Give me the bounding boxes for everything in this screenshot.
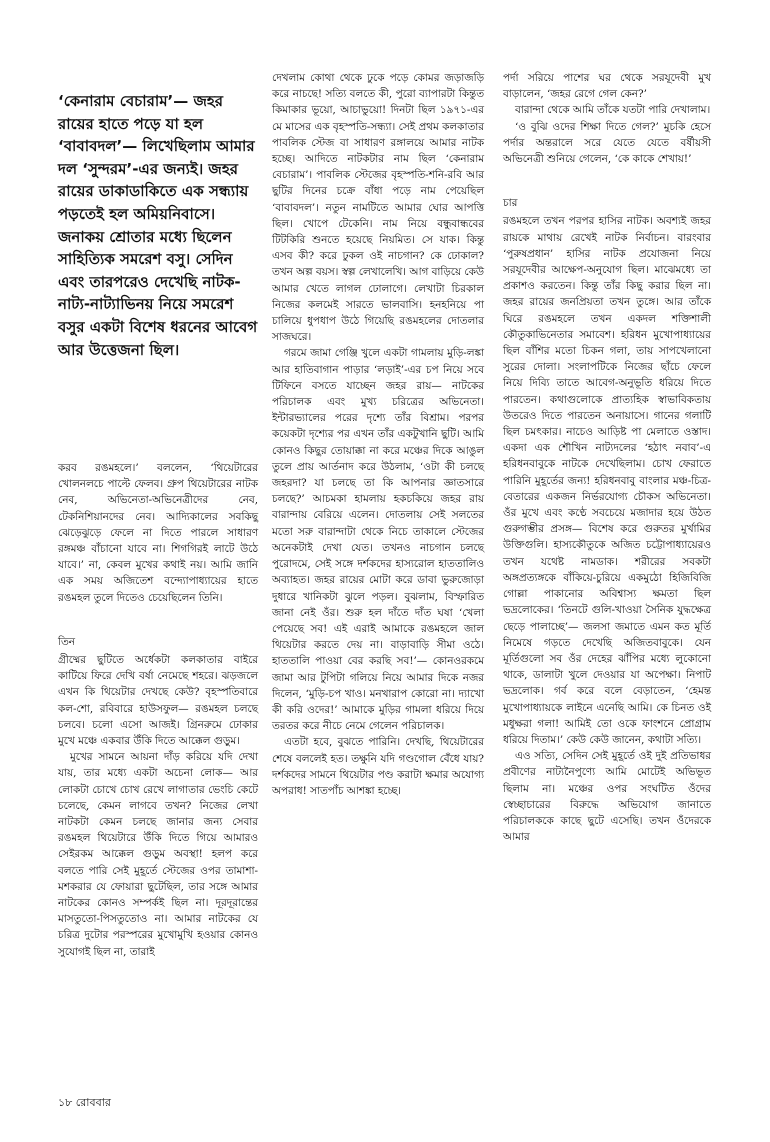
- pull-quote-text: ‘কেনারাম বেচারাম’— জহর রায়ের হাতে পড়ে যা হল ‘বাবাবদল’— লিখেছিলাম আমার দল ‘সুন্দরম’-এর জন্যই। জহর রায়ের ডাকাডাকিতে এক সন্ধ্যায় পড়তেই হল অমিয়নিবাসে। জনাকয় শ্রোতার মধ্যে ছিলেন সাহিত্যিক সমরেশ বসু। সেদিন এবং তারপরেও দেখেছি নাটক-নাট্য-নাট্যাভিনয় নিয়ে সমরেশ বসুর একটা বিশেষ ধরনের আবেগ আর উত্তেজনা ছিল।: [58, 92, 258, 359]
- column-2: [272, 70, 484, 799]
- column-3-paragraph-2: বারান্দা থেকে আমি তাঁকে যতটা পারি দেখালাম।: [515, 104, 711, 117]
- column-3-paragraph-4: রঙমহলে তখন পরপর হাসির নাটক। অবশ্যই জহর রায়কে মাথায় রেখেই নাটক নির্বাচন। বারংবার ‘পুরুষপ্রধান’ হাসির নাটক প্রযোজনা নিয়ে সরযূদেবীর আক্ষেপ-অনুযোগ ছিল। মাঝেমধ্যে তা প্রকাশও করতেন। কিন্তু তাঁর কিছু করার ছিল না। জহর রায়ের জনপ্রিয়তা তখন তুঙ্গে। আর তাঁকে ঘিরে রঙমহলে তখন একদল শক্তিশালী কৌতুকাভিনেতার সমাবেশ। হরিধন মুখোপাধ্যায়ের ছিল বাঁশির মতো চিকন গলা, তায় সাপখেলানো সুরের দোলা। সংলাপটিকে নিজের ছাঁচে ফেলে নিয়ে দিব্যি তাতে আবেগ-অনুভূতি ধরিয়ে দিতে পারতেন। কথাগুলোকে প্রাত্যহিক স্বাভাবিকতায় উতরেও দিতে পারতেন অনায়াসে। গানের গলাটি ছিল চমৎকার। নাচেও আড়িষ্ট পা মেলাতে ওস্তাদ। একদা এক শৌখিন নাট্যদলের ‘হঠাৎ নবাব’-এ হরিধনবাবুকে নাটকে দেখেছিলাম। চোখ ফেরাতে পারিনি মুহূর্তের জন্য! হরিধনবাবু বাংলার মঞ্চ-চিত্র-বেতারের একজন নির্ভরযোগ্য চৌকস অভিনেতা। ওঁর মুখে এবং কণ্ঠে সবচেয়ে মজাদার হয়ে উঠত গুরুগম্ভীর প্রসঙ্গ— বিশেষ করে গুরুতর মুর্খামির উক্তিগুলি। হাস্যকৌতুকে অজিত চট্টোপাধ্যায়েরও তখন যথেষ্ট নামডাক। শরীরের সবকটা অঙ্গপ্রত্যঙ্গকে বাঁকিয়ে-চুরিয়ে একমুঠো হিজিবিজি গোল্লা পাকানোর অবিশ্বাস্য ক্ষমতা ছিল ভদ্রলোকের। ‘তিনটে গুলি-খাওয়া সৈনিক যুদ্ধক্ষেত্র ছেড়ে পালাচ্ছে’— জলসা জমাতে এমন কত মূর্তি নিমেষে গড়তে দেখেছি অজিতবাবুকে। যেন মূর্তিগুলো সব ওঁর দেহের ঝাঁপির মধ্যে লুকোনো থাকে, ডালাটা খুলে দেওয়ার যা অপেক্ষা। নিপাট ভদ্রলোক। গর্ব করে বলে বেড়াতেন, ‘হেমন্ত মুখোপাধ্যায়কে লাইনে এনেছি আমি। কে চিনত ওই মধুক্ষরা গলা! আমিই তো ওকে ফাংশনে প্রোগ্রাম ধরিয়ে দিতাম।’ কেউ কেউ জানেন, কথাটা সত্যি।: [503, 215, 711, 746]
- section-gap: [503, 167, 711, 189]
- column-3: [503, 70, 711, 845]
- column-3-paragraph-1: পর্দা সরিয়ে পাশের ঘর থেকে সরযূদেবী মুখ বাড়ালেন, ‘জহর রেগে গেল কেন?’: [503, 72, 711, 101]
- column-2-paragraph-2: গরমে জামা গেঞ্জি খুলে একটা গামলায় মুড়ি-লঙ্কা আর হাতিবাগান পাড়ার ‘লড়াই’-এর চপ নিয়ে সবে টিফিনে বসতে যাচ্ছেন জহর রায়— নাটকের পরিচালক এবং মুখ্য চরিত্রের অভিনেতা। ইন্টারভ্যালের পরের দৃশ্যে তাঁর বিশ্রাম। পরপর কয়েকটা দৃশ্যের পর এখন তাঁর একটুখানি ছুটি। আমি কোনও কিছুর তোয়াক্কা না করে মঞ্চের দিকে আঙুল তুলে প্রায় আর্তনাদ করে উঠলাম, ‘ওটা কী চলছে জহরদা? যা চলছে তা কি আপনার জ্ঞাতসারে চলছে?’ আচমকা হামলায় হকচকিয়ে জহর রায় বারান্দায় বেরিয়ে এলেন। দোতলায় সেই সলতের মতো সরু বারান্দাটা থেকে নিচে তাকালে স্টেজের অনেকটাই দেখা যেত। তখনও নাচগান চলছে পুরোদমে, সেই সঙ্গে দর্শকদের হাস্যরোল হাততালিও অব্যাহত। জহর রায়ের মোটা করে ডাবা ভুরুজোড়া দুধারে খানিকটা ঝুলে পড়ল। বুঝলাম, বিস্ফারিত জানা নেই ওঁর। শুরু হল দাঁতে দাঁত ঘষা ‘খেলা পেয়েছে সব! এই এরাই আমাকে রঙমহলে জাল থিয়েটার করতে দেয় না। বাড়াবাড়ি সীমা ওঠে। হাততালি পাওয়া বের করছি সব!’— কোনওরকমে জামা আর টুপিটা গলিয়ে নিয়ে আমার দিকে নজর দিলেন, ‘মুড়ি-চপ খাও। মনখারাপ কোরো না। দ্যাখো কী করি ওদের!’ আমাকে মুড়ির গামলা ধরিয়ে দিয়ে তরতর করে নীচে নেমে গেলেন পরিচালক।: [272, 347, 484, 733]
- section-gap: [58, 606, 258, 628]
- column-1-paragraph-2: গ্রীষ্মের ছুটিতে অর্ধেকটা কলকাতার বাইরে কাটিয়ে ফিরে দেখি বর্ষা নেমেছে শহরে। ঝড়জলে এখন কি থিয়েটার দেখছে কেউ? বৃহস্পতিবারে কল-শো, রবিবারে হাউসফুল— রঙমহল চলছে চলবে। চলো এসো আজই। গ্রিনরুমে ঢোকার মুখে মঞ্চে একবার উঁকি দিতে আক্কেল গুড়ুম।: [58, 654, 258, 748]
- pull-quote: [58, 90, 263, 361]
- section-heading-four: চার: [503, 197, 518, 210]
- column-1-paragraph-1: করব রঙমহলে।’ বললেন, ‘থিয়েটারের খোলনলচে পাল্টে ফেলব। গ্রুপ থিয়েটারের নাটক নেব, অভিনেতা-অভিনেত্রীদের নেব, টেকনিশিয়ানদের নেব। আদ্যিকালের সবকিছু ঝেড়েঝুড়ে ফেলে না দিতে পারলে সাধারণ রঙ্গমঞ্চ বাঁচানো যাবে না। শিগগিরই লাটে উঠে যাবে।’ না, কেবল মুখের কথাই নয়। আমি জানি এক সময় অজিতেশ বন্দ্যোপাধ্যায়ের হাতে রঙমহল তুলে দিতেও চেয়েছিলেন তিনি।: [58, 462, 258, 604]
- section-heading-three: তিন: [58, 635, 75, 648]
- column-1: [58, 460, 258, 960]
- column-2-paragraph-1: দেখলাম কোথা থেকে ঢুকে পড়ে কোমর জড়াজড়ি করে নাচছে! সত্যি বলতে কী, পুরো ব্যাপারটা কিন্তুত কিমাকার ভূয়ো, আচাভুয়ো! দিনটা ছিল ১৯৭১-এর মে মাসের এক বৃহস্পতি-সন্ধ্যা। সেই প্রথম কলকাতার পাবলিক স্টেজ বা সাধারণ রঙ্গালয়ে আমার নাটক হচ্ছে। আদিতে নাটকটার নাম ছিল ‘কেনারাম বেচারাম’। পাবলিক স্টেজের বৃহস্পতি-শনি-রবি আর ছুটির দিনের চক্রে বাঁধা পড়ে নাম পেয়েছিল ‘বাবাবদল’। নতুন নামটিতে আমার ঘোর আপত্তি ছিল। খোপে টেকেনি। নাম নিয়ে বন্ধুবান্ধবের টিটকিরি শুনতে হয়েছে নিয়মিত। সে যাক। কিন্তু এসব কী? করে ঢুকল ওই নাচগান? কে ঢোকাল? তখন অল্প বয়স। স্বল্প লেখালেখি। আগ বাড়িয়ে কেউ আমার খেতে লাগল ঢোলাগে। লেখাটা চিরকাল নিজের কলমেই সারতে ভালবাসি। হনহনিয়ে পা চালিয়ে ধুপধাপ উঠে গিয়েছি রঙমহলের দোতলার সাজঘরে।: [272, 72, 484, 344]
- column-3-paragraph-5: এও সত্যি, সেদিন সেই মুহূর্তে ওই দুই প্রতিভাধর প্রবীণের নাট্যনৈপুণ্যে আমি মোটেই অভিভূত ছিলাম না। মঞ্চের ওপর সংঘটিত ওঁদের স্বেচ্ছাচারের বিরুদ্ধে অভিযোগ জানাতে পরিচালককে কাছে ছুটে এসেছি। তখন ওঁদেরকে আমার: [503, 750, 711, 844]
- column-1-paragraph-3: মুখের সামনে আয়না দাঁড় করিয়ে যদি দেখা যায়, তার মধ্যে একটা অচেনা লোক— আর লোকটা চোখে চোখ রেখে লাগাতার ভেংচি কেটে চলেছে, কেমন লাগবে তখন? নিজের লেখা নাটকটা কেমন চলছে জানার জন্য সেবার রঙমহল থিয়েটারে উঁকি দিতে গিয়ে আমারও সেইরকম আক্কেল গুড়ুম অবস্থা! হলপ করে বলতে পারি সেই মুহূর্তে স্টেজের ওপর তামাশা-মশকরার যে ফোয়ারা ছুটেছিল, তার সঙ্গে আমার নাটকের কোনও সম্পর্কই ছিল না। দূরদূরান্তের মাসতুতো-পিসতুতোও না। আমার নাটকের যে চরিত্র দুটোর পরস্পরের মুখোমুখি হওয়ার কোনও সুযোগই ছিল না, তারাই: [58, 751, 258, 958]
- column-3-paragraph-3: ‘ও বুঝি ওদের শিক্ষা দিতে গেল?’ মুচকি হেসে পর্দার অন্তরালে সরে যেতে যেতে বর্ষীয়সী অভিনেত্রী শুনিয়ে গেলেন, ‘কে কাকে শেখায়!’: [503, 120, 711, 166]
- page-folio: ১৮ রোববার: [58, 1096, 111, 1109]
- column-2-paragraph-3: এতটা হবে, বুঝতে পারিনি। দেখছি, থিয়েটারের শেষে বললেই হত। তক্ষুনি যদি গণ্ডগোল বেঁধে যায়? দর্শকদের সামনে থিয়েটার পণ্ড করাটা ক্ষমার অযোগ্য অপরাধ! সাতপাঁচ আশঙ্কা হচ্ছে।: [272, 736, 484, 797]
